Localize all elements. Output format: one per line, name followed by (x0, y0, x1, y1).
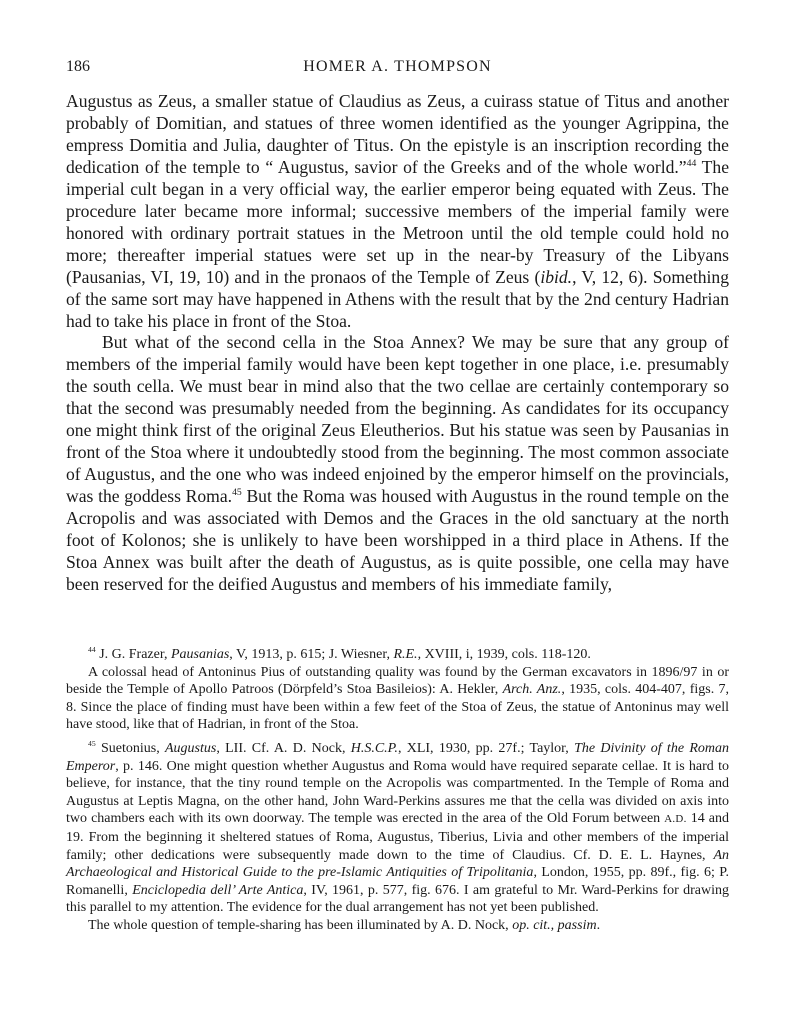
small-caps-run: A.D. (664, 813, 687, 826)
text-run: , p. 146. One might question whether Augustus and Roma would have required separate cellae. It is hard to believe, for instance, that the tiny round temple on the Acropolis was compartmented. In the Temple of Roma and Augustus at Leptis Magna, on the other hand, John Ward-Perkins assures me that the cella was divided on axis into two chambers each with its own doorway. The temple was erected in the area of the Old Forum between (66, 758, 729, 827)
body-paragraph-2 (66, 332, 729, 595)
italic-run: H.S.C.P. (350, 740, 398, 756)
page-header (66, 58, 729, 80)
text-run: , XVIII, i, 1939, cols. 118-120. (417, 647, 591, 662)
main-text (66, 91, 729, 596)
footnote-number: 45 (88, 739, 96, 749)
italic-run: Pausanias (170, 647, 230, 662)
footnote-44-continuation (66, 664, 729, 734)
italic-run: The Divinity of the Roman Emperor (66, 740, 729, 774)
footnote-ref-44: 44 (686, 157, 697, 169)
text-run: , V, 12, 6). Something of the same sort may have happened in Athens with the result that by the 2nd century Hadrian had to take his place in front of the Stoa. (66, 266, 729, 331)
running-head: HOMER A. THOMPSON (303, 58, 492, 75)
text-run: , 1935, cols. 404-407, figs. 7, 8. Since the place of finding must have been within a few feet of the Stoa of Zeus, the statue of Antoninus may well have stood, like that of Hadrian, in front of the Stoa. (66, 682, 729, 733)
text-run: 14 and 19. From the beginning it sheltered statues of Roma, Augustus, Tiberius, Livia and other members of the imperial family; other dedications were subsequently made down to the time of Claudius. Cf. D. E. L. Haynes, (66, 811, 729, 863)
italic-run: ibid. (540, 266, 573, 287)
text-run: , V, 1913, p. 615; J. Wiesner, (229, 647, 394, 662)
italic-run: Augustus (165, 740, 217, 756)
text-run: The imperial cult began in a very official way, the earlier emperor being equated with Zeus. The procedure later became more informal; successive members of the imperial family were honored with ordinary portrait statues in the Metroon until the old temple could hold no more; thereafter imperial statues were set up in the near-by Treasury of the Libyans (Pausanias, VI, 19, 10) and in the pronaos of the Temple of Zeus ( (66, 156, 730, 287)
text-run: . (596, 917, 601, 933)
text-run: , London, 1955, pp. 89f., fig. 6; P. Romanelli, (66, 865, 729, 898)
text-run: The whole question of temple-sharing has been illuminated by A. D. Nock, (88, 917, 513, 933)
footnote-number: 44 (88, 645, 96, 655)
body-paragraph-1 (66, 91, 729, 332)
italic-run: R.E. (393, 647, 418, 662)
text-run: But the Roma was housed with Augustus in the round temple on the Acropolis and was associated with Demos and the Graces in the old sanctuary at the north foot of Kolonos; she is unlikely to have been worshipped in a third place in Athens. If the Stoa Annex was built after the death of Augustus, as is quite possible, one cella may have been reserved for the deified Augustus and members of his immediate family, (66, 486, 729, 594)
text-run: J. G. Frazer, (95, 647, 171, 662)
text-run: But what of the second cella in the Stoa Annex? We may be sure that any group of members of the imperial family would have been kept together in one place, i.e. presumably the south cella. We must bear in mind also that the two cellae are certainly contemporary so that the second was presumably needed from the beginning. As candidates for its occupancy one might think first of the original Zeus Eleutherios. But his statue was seen by Pausanias in front of the Stoa where it undoubtedly stood from the beginning. The most common associate of Augustus, and the one who was indeed enjoined by the emperor himself on the provincials, was the goddess Roma. (66, 332, 729, 507)
footnote-44 (66, 646, 729, 664)
text-run: Suetonius, (95, 740, 165, 756)
text-run: A colossal head of Antoninus Pius of outstanding quality was found by the German excavators in 1896/97 in or beside the Temple of Apollo Patroos (Dörpfeld’s Stoa Basileios): A. Hekler, (66, 664, 729, 698)
italic-run: Enciclopedia dell’ Arte Antica (132, 882, 304, 898)
italic-run: op. cit., passim (512, 917, 597, 933)
text-run: Augustus as Zeus, a smaller statue of Claudius as Zeus, a cuirass statue of Titus and another probably of Domitian, and statues of three women identified as the younger Agrippina, the empress Domitia and Julia, daughter of Titus. On the epistyle is an inscription recording the dedication of the temple to “ Augustus, savior of the Greeks and of the whole world.” (66, 91, 729, 177)
footnote-ref-45: 45 (232, 486, 242, 498)
italic-run: Arch. Anz. (502, 682, 562, 698)
italic-run: An Archaeological and Historical Guide to the pre-Islamic Antiquities of Tripolitania (66, 847, 729, 881)
text-run: , IV, 1961, p. 577, fig. 676. I am grateful to Mr. Ward-Perkins for drawing this parallel to my attention. The evidence for the dual arrangement has not yet been published. (66, 882, 730, 916)
footnote-45-continuation (66, 917, 729, 935)
page-number: 186 (66, 58, 90, 75)
text-run: , LII. Cf. A. D. Nock, (216, 740, 351, 756)
footnote-45 (66, 740, 729, 917)
footnotes (66, 646, 729, 935)
text-run: , XLI, 1930, pp. 27f.; Taylor, (397, 740, 575, 756)
